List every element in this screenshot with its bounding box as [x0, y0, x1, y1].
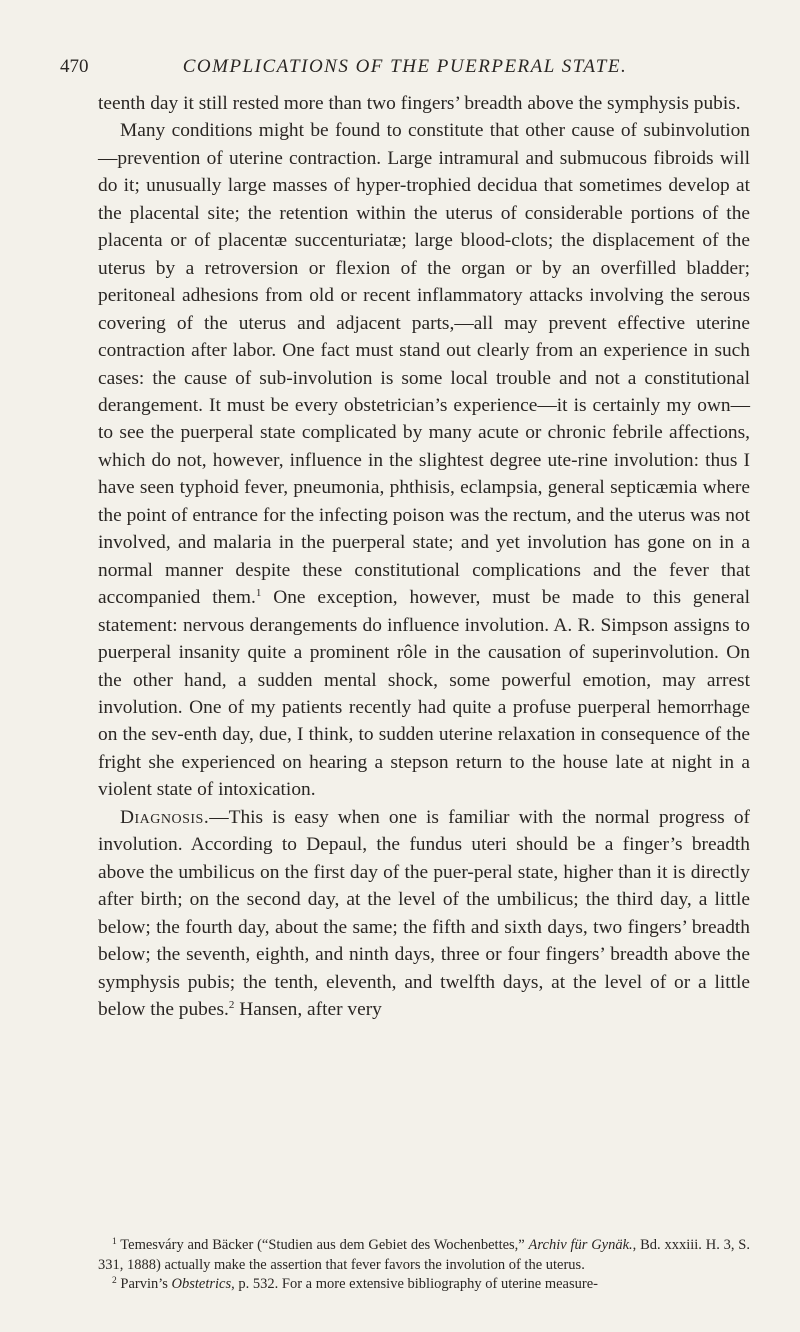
footnote-1: [98, 1236, 750, 1275]
footnotes: [98, 1236, 750, 1295]
body-text: [98, 90, 750, 1023]
footnote-text: Parvin’s: [116, 1276, 172, 1292]
footnote-ref-1[interactable]: 1: [255, 587, 262, 600]
footnote-text: , p. 532. For a more extensive bibliography of uterine measure-: [231, 1276, 598, 1292]
section-heading-diagnosis: Diagnosis.: [120, 806, 210, 828]
paragraph-text: Hansen, after very: [234, 998, 382, 1020]
paragraph-subinvolution-causes: [98, 117, 750, 803]
paragraph-text: teenth day it still rested more than two fingers’ breadth above the symphysis pubis.: [98, 93, 741, 114]
footnote-ref-2[interactable]: 2: [228, 998, 235, 1011]
book-title: Obstetrics: [171, 1276, 232, 1292]
running-title: COMPLICATIONS OF THE PUERPERAL STATE.: [182, 56, 628, 77]
paragraph-diagnosis: [98, 804, 750, 1024]
paragraph-text: —This is easy when one is familiar with the normal progress of involution. According to Depaul, the fundus uteri should be a finger’s breadth above the umbilicus on the first day of the puer-peral state, higher than it is directly after birth; on the second day, at the level of the umbilicus; the third day, a little below; the fourth day, about the same; the fifth and sixth days, two fingers’ breadth below; the seventh, eighth, and ninth days, three or four fingers’ breadth above the symphysis pubis; the tenth, eleventh, and twelfth days, at the level of or a little below the pubes.: [98, 806, 750, 1020]
page-number: 470: [60, 56, 89, 77]
footnote-mark: 1: [112, 1237, 117, 1247]
footnote-text: , Bd. xxxiii. H. 3, S. 331, 1888) actually make the assertion that fever favors the involution of the uterus.: [98, 1237, 750, 1273]
journal-title: Archiv für Gynäk.: [528, 1237, 633, 1253]
paragraph-continued: [98, 90, 750, 117]
footnote-2: [98, 1275, 750, 1295]
page-header: [60, 52, 750, 82]
paragraph-text: Many conditions might be found to constitute that other cause of subinvolution—prevention of uterine contraction. Large intramural and submucous fibroids will do it; unusually large masses of hyper-trophied decidua that sometimes develop at the placental site; the retention within the uterus of considerable portions of the placenta or of placentæ succenturiatæ; large blood-clots; the displacement of the uterus by a retroversion or flexion of the organ or by an overfilled bladder; peritoneal adhesions from old or recent inflammatory attacks involving the serous covering of the uterus and adjacent parts,—all may prevent effective uterine contraction after labor. One fact must stand out clearly from an experience in such cases: the cause of sub-involution is some local trouble and not a constitutional derangement. It must be every obstetrician’s experience—it is certainly my own—to see the puerperal state complicated by many acute or chronic febrile affections, which do not, however, influence in the slightest degree ute-rine involution: thus I have seen typhoid fever, pneumonia, phthisis, eclampsia, general septicæmia where the point of entrance for the infecting poison was the rectum, and the uterus was not involved, and malaria in the puerperal state; and yet involution has gone on in a normal manner despite these constitutional complications and the fever that accompanied them.: [98, 120, 750, 609]
footnote-mark: 2: [112, 1276, 117, 1286]
paragraph-text: One exception, however, must be made to this general statement: nervous derangements do influence involution. A. R. Simpson assigns to puerperal insanity quite a prominent rôle in the causation of superinvolution. On the other hand, a sudden mental shock, some powerful emotion, may arrest involution. One of my patients recently had quite a profuse puerperal hemorrhage on the sev-enth day, due, I think, to sudden uterine relaxation in consequence of the fright she experienced on hearing a stepson return to the house late at night in a violent state of intoxication.: [98, 587, 750, 801]
footnote-text: Temesváry and Bäcker (“Studien aus dem Gebiet des Wochenbettes,”: [116, 1237, 529, 1253]
